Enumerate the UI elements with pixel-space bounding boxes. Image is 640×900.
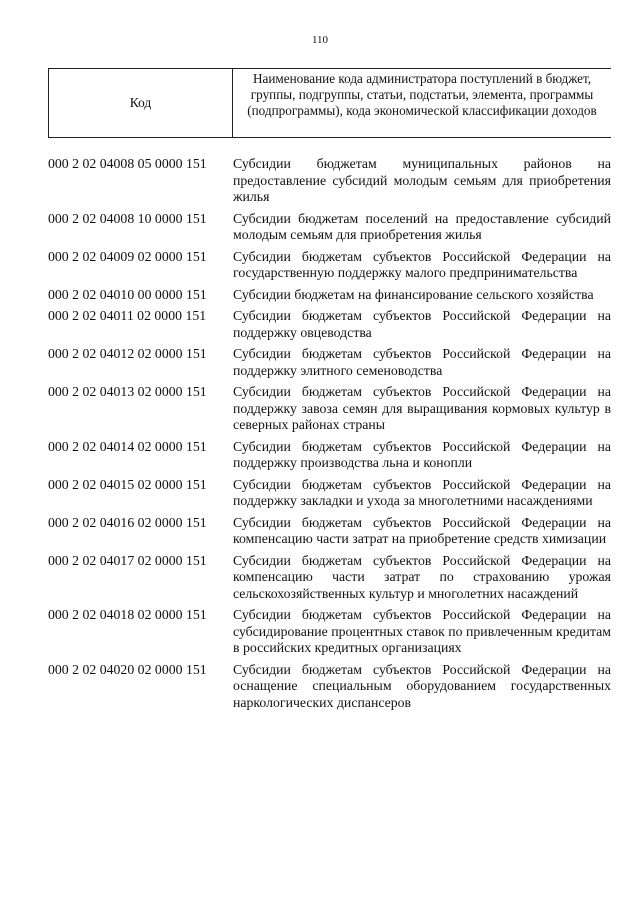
row-code: 000 2 02 04008 10 0000 151 [48,210,207,226]
row-description: Субсидии бюджетам поселений на предоставление субсидий молодым семьям для приобретения жилья [233,210,611,242]
row-code: 000 2 02 04018 02 0000 151 [48,607,207,622]
table-row [48,346,611,379]
row-code: 000 2 02 04011 02 0000 151 [48,308,207,323]
table-row [48,607,611,657]
row-description: Субсидии бюджетам субъектов Российской Федерации на компенсацию части затрат на приобретение средств химизации [233,514,611,546]
row-description: Субсидии бюджетам субъектов Российской Федерации на поддержку элитного семеноводства [233,346,611,378]
table-row [48,211,611,244]
page-number: 110 [311,34,329,46]
row-code: 000 2 02 04014 02 0000 151 [48,438,207,454]
row-code: 000 2 02 04020 02 0000 151 [48,661,207,677]
row-description: Субсидии бюджетам субъектов Российской Федерации на субсидирование процентных ставок по привлеченным кредитам в российских кредитных организациях [233,607,611,655]
row-code: 000 2 02 04017 02 0000 151 [48,552,207,568]
table-row [48,384,611,434]
row-code: 000 2 02 04010 00 0000 151 [48,286,207,302]
row-code: 000 2 02 04009 02 0000 151 [48,248,207,264]
table-row [48,249,611,282]
row-code: 000 2 02 04008 05 0000 151 [48,156,207,171]
table-row [48,553,611,603]
table-row [48,515,611,548]
header-name-column: Наименование кода администратора поступлений в бюджет, группы, подгруппы, статьи, подстатьи, элемента, программы (подпрограммы), кода экономической классификации доходов [247,71,597,118]
row-description: Субсидии бюджетам субъектов Российской Федерации на поддержку завоза семян для выращивания кормовых культур в северных районах страны [233,384,611,432]
row-code: 000 2 02 04016 02 0000 151 [48,514,207,530]
table-header [48,68,611,138]
row-description: Субсидии бюджетам субъектов Российской Федерации на поддержку закладки и ухода за многолетними насаждениями [233,476,611,508]
table-body [48,156,611,716]
row-description: Субсидии бюджетам субъектов Российской Федерации на поддержку овцеводства [233,308,611,340]
table-row [48,477,611,510]
table-row [48,156,611,206]
row-description: Субсидии бюджетам муниципальных районов на предоставление субсидий молодым семьям для приобретения жилья [233,156,611,204]
row-description: Субсидии бюджетам на финансирование сельского хозяйства [233,286,594,302]
row-description: Субсидии бюджетам субъектов Российской Федерации на оснащение специальным оборудованием государственных наркологических диспансеров [233,661,611,710]
row-code: 000 2 02 04012 02 0000 151 [48,346,207,361]
table-row [48,662,611,712]
row-code: 000 2 02 04013 02 0000 151 [48,384,207,399]
header-code-column: Код [48,69,233,137]
row-description: Субсидии бюджетам субъектов Российской Федерации на поддержку производства льна и конопли [233,438,611,470]
table-row [48,439,611,472]
row-description: Субсидии бюджетам субъектов Российской Федерации на компенсацию части затрат по страхованию урожая сельскохозяйственных культур и многолетних насаждений [233,552,611,601]
row-description: Субсидии бюджетам субъектов Российской Федерации на государственную поддержку малого предпринимательства [233,248,611,280]
row-code: 000 2 02 04015 02 0000 151 [48,476,207,492]
table-row [48,287,611,304]
table-row [48,308,611,341]
